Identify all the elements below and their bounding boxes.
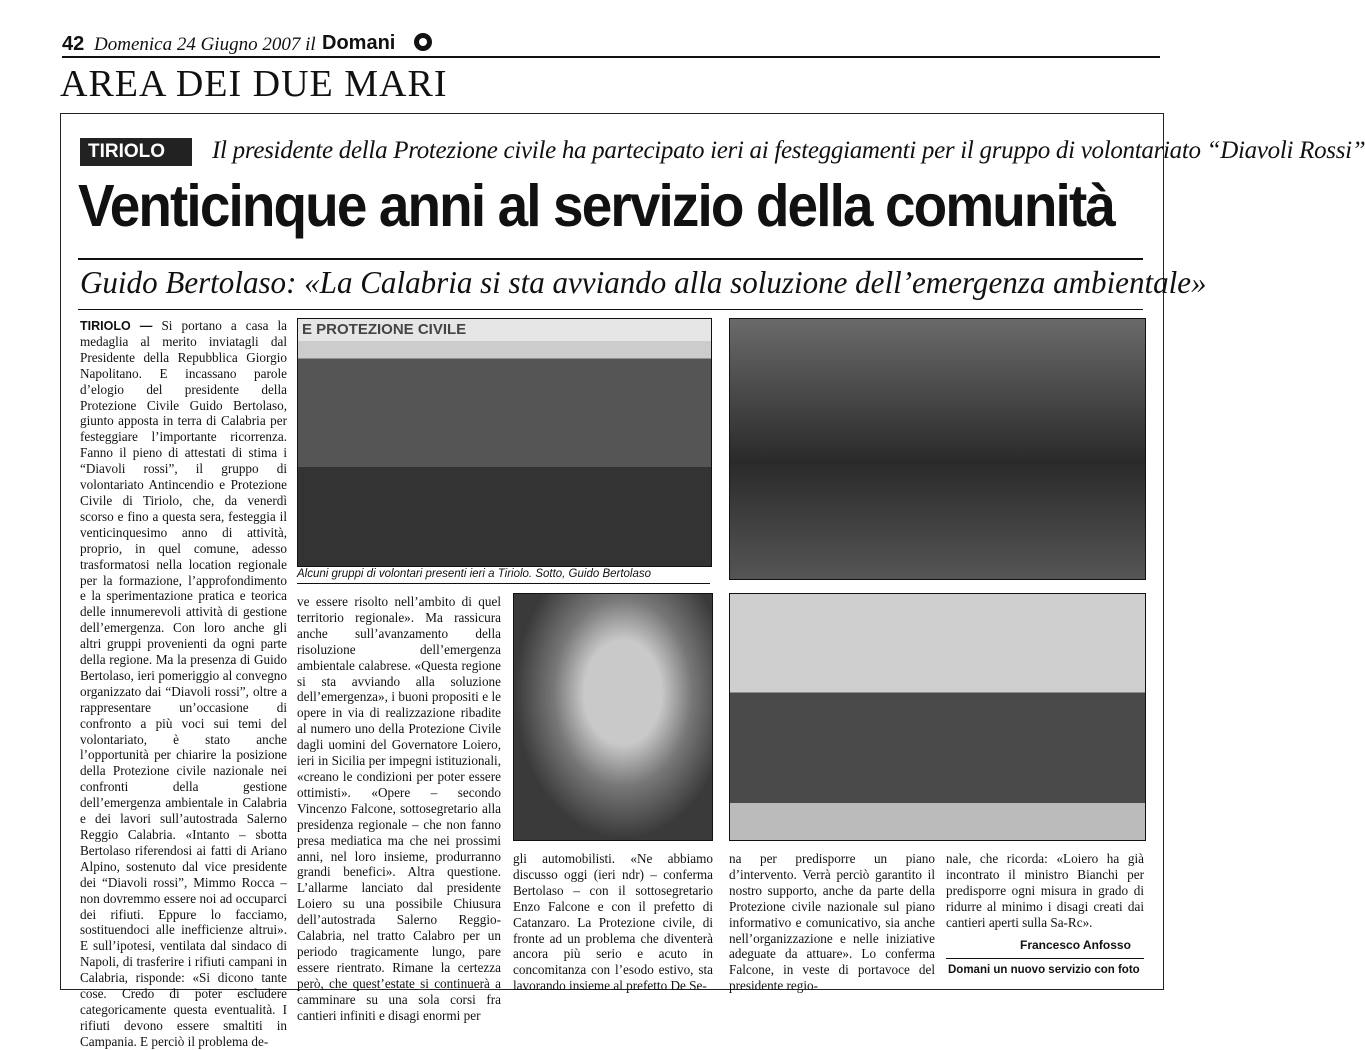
column-2-text: ve essere risolto nell’ambito di quel territorio regionale». Ma rassicura anche sull’avanzamento della risoluzione dell’emergenza ambientale calabrese. «Questa regione si sta avviando alla soluzione dell’emergenza», i buoni propositi e le opere in via di realizzazione ribadite al numero uno della Protezione Civile dagli uomini del Governatore Loiero, ieri in Sicilia per impegni istituzionali, «creano le condizioni per poter essere ottimisti». «Opere – secondo Vincenzo Falcone, sottosegretario alla presidenza regionale – che non fanno presa mediatica ma che nei prossimi anni, nel loro insieme, produrranno grandi benefici». Altra questione. L’allarme lanciato dal presidente Loiero su una possibile Chiusura dell’autostrada Salerno Reggio-Calabria, nel tratto Calabro per un periodo tragicamente lungo, pare essere rientrato. Rimane la certezza però, che quest’estate si continuerà a camminare su una sola corsi fra cantieri infiniti e disagi enormi per [297, 594, 501, 1023]
dateline: TIRIOLO — [80, 319, 153, 333]
page-number: 42 [62, 33, 85, 55]
caption-rule [297, 583, 710, 584]
article-column-2 [297, 594, 501, 1023]
kicker: Il presidente della Protezione civile ha partecipato ieri ai festeggiamenti per il gruppo di volontariato “Diavoli Rossi” [212, 137, 1365, 164]
volunteers-group-photo [297, 318, 712, 567]
newspaper-brand: Domani [322, 32, 396, 54]
article-column-1 [80, 318, 287, 1050]
issue-date: Domenica 24 Giugno 2007 il [94, 34, 316, 55]
column-3-text: gli automobilisti. «Ne abbiamo discusso oggi (ieri ndr) – conferma Bertolaso – con il sottosegretario Enzo Falcone e con il prefetto di Catanzaro. La Protezione civile, di fronte ad un problema che diventerà ancora più serio e acuto in concomitanza con l’esodo estivo, sta lavorando insieme al prefetto De Se- [513, 851, 713, 994]
header-rule [62, 56, 1160, 58]
location-tag: TIRIOLO [80, 138, 192, 166]
footer-rule [946, 958, 1144, 959]
subhead-rule [78, 309, 1143, 310]
subhead: Guido Bertolaso: «La Calabria si sta avviando alla soluzione dell’emergenza ambientale» [80, 264, 1207, 300]
article-column-5 [946, 851, 1144, 931]
volunteers-team-photo [729, 318, 1146, 580]
headline-rule [78, 258, 1143, 260]
article-column-4 [729, 851, 935, 994]
column-1-text: Si portano a casa la medaglia al merito inviatagli dal Presidente della Repubblica Giorgio Napolitano. E incassano parole d’elogio del presidente della Protezione Civile Guido Bertolaso, giunto apposta in terra di Calabria per festeggiare l’importante ricorrenza. Fanno il pieno di attestati di stima i “Diavoli rossi”, il gruppo di volontariato Antincendio e Protezione Civile di Tiriolo, che, da venerdì scorso e fino a questa sera, festeggia il venticinquesimo anno di attività, proprio, in quel comune, adesso trasformatosi nella location regionale per la formazione, l’approfondimento e la sperimentazione pratica e teorica delle innumerevoli attività di gestione dell’emergenza. Con loro anche gli altri gruppi provenienti da ogni parte della regione. Ma la presenza di Guido Bertolaso, ieri pomeriggio al convegno organizzato dai “Diavoli rossi”, oltre a rappresentare un’occasione di confronto a più voci sui temi del volontariato, è stato anche l’opportunità per chiarire la posizione della Protezione civile nazionale nei confronti della gestione dell’emergenza ambientale in Calabria e dei lavori sull’autostrada Salerno Reggio Calabria. «Intanto – sbotta Bertolaso riferendosi ai fatti di Ariano Alpino, sostenuto dal vice presidente dei “Diavoli rossi”, Mimmo Rocca – non dovremmo essere noi ad occuparci dei rifiuti. Eppure lo facciamo, sostituendoci alle inefficienze altrui». E sull’ipotesi, ventilata dal sindaco di Napoli, di trasferire i rifiuti campani in Calabria, risponde: «Si dicono tante cose. Credo di poter escludere categoricamente questa eventualità. I rifiuti devono essere smaltiti in Campania. E perciò il problema de- [80, 318, 287, 1049]
headline: Venticinque anni al servizio della comunità [78, 173, 1115, 239]
photo-banner-text: E PROTEZIONE CIVILE [298, 319, 711, 341]
section-title: AREA DEI DUE MARI [60, 63, 448, 105]
column-5-text: nale, che ricorda: «Loiero ha già incontrato il ministro Bianchi per predisporre ogni misura in grado di ridurre al minimo i disagi creati dai cantieri aperti sulla Sa-Rc». [946, 851, 1144, 930]
page-header [62, 33, 1160, 57]
bertolaso-portrait-photo [513, 593, 713, 841]
column-4-text: na per predisporre un piano d’intervento. Verrà perciò garantito il nostro supporto, anche da parte della Protezione civile nazionale sul piano informativo e comunicativo, sia anche nell’organizzazione e nelle iniziative adeguate da attuare». Lo conferma Falcone, in veste di portavoce del presidente regio- [729, 851, 935, 994]
article-column-3 [513, 851, 713, 994]
sun-logo-icon [414, 33, 432, 51]
photo-caption: Alcuni gruppi di volontari presenti ieri a Tiriolo. Sotto, Guido Bertolaso [297, 568, 652, 580]
next-issue-teaser: Domani un nuovo servizio con foto [948, 964, 1140, 976]
author-byline: Francesco Anfosso [1020, 938, 1131, 952]
uniformed-volunteers-photo [729, 593, 1146, 841]
